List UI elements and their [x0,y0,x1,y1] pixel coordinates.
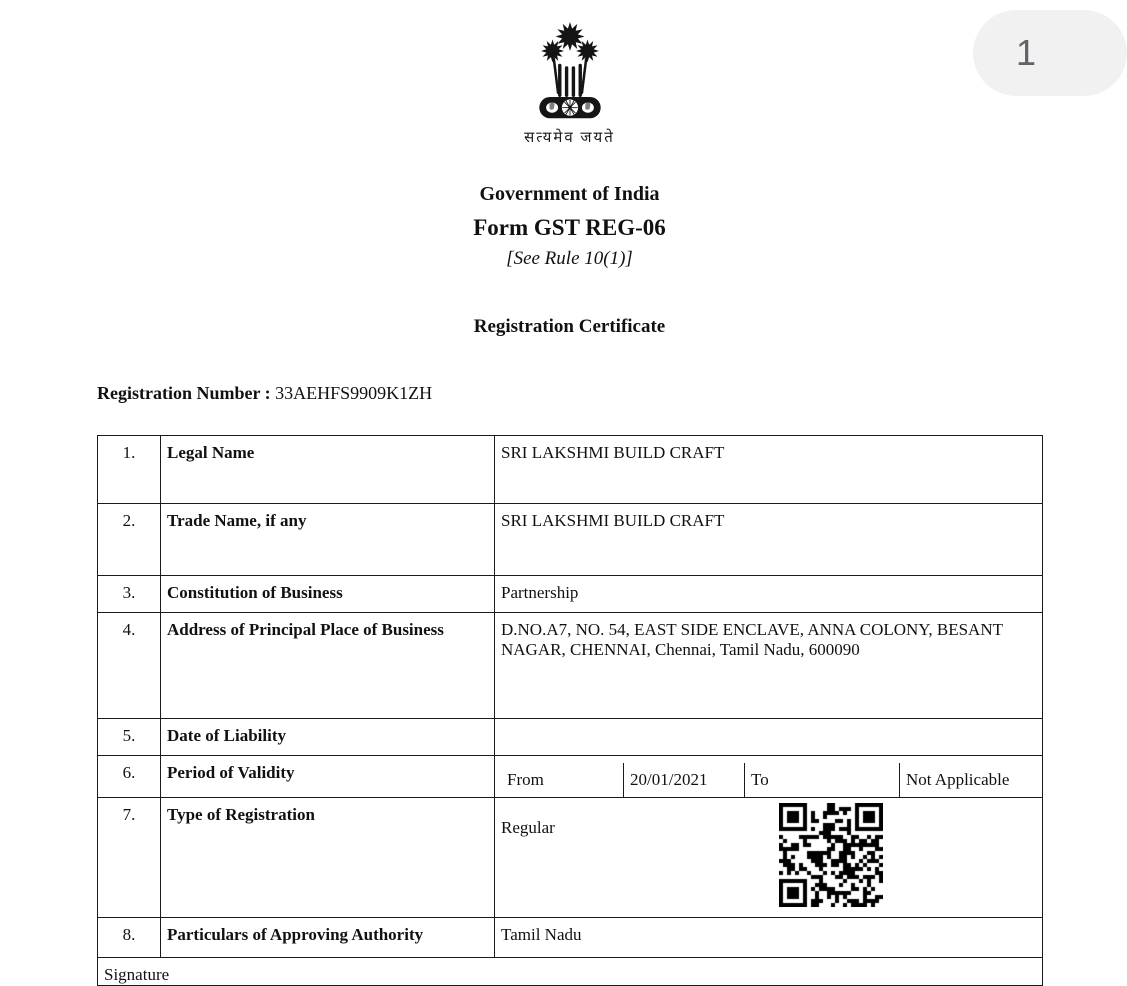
government-of-india-title: Government of India [479,183,660,205]
row-number: 1. [98,436,161,504]
row-label: Trade Name, if any [161,504,495,576]
table-row-signature [98,958,1043,986]
validity-cells [495,756,1043,798]
row-label: Particulars of Approving Authority [161,918,495,958]
row-label: Address of Principal Place of Business [161,613,495,719]
qr-code [779,803,883,907]
table-row-approving-authority [98,918,1043,958]
row-number: 3. [98,576,161,613]
row-value: D.NO.A7, NO. 54, EAST SIDE ENCLAVE, ANNA COLONY, BESANT NAGAR, CHENNAI, Chennai, Tamil Nadu, 600090 [495,613,1043,719]
row-value: SRI LAKSHMI BUILD CRAFT [495,504,1043,576]
india-emblem-icon [527,16,613,120]
row-number: 6. [98,756,161,798]
certificate-title: Registration Certificate [473,316,666,337]
registration-type-value: Regular [501,818,555,837]
row-label: Legal Name [161,436,495,504]
row-number: 8. [98,918,161,958]
certificate-table [97,435,1043,986]
validity-from-label: From [501,763,624,797]
row-label: Period of Validity [161,756,495,798]
row-label: Date of Liability [161,719,495,756]
page-number-badge: 1 [973,10,1127,96]
row-value: Tamil Nadu [495,918,1043,958]
registration-number-label: Registration Number : [97,383,271,403]
form-title: Form GST REG-06 [473,215,666,240]
validity-from-value: 20/01/2021 [624,763,745,797]
row-number: 7. [98,798,161,918]
row-value [495,719,1043,756]
row-value: SRI LAKSHMI BUILD CRAFT [495,436,1043,504]
table-row-period-of-validity [98,756,1043,798]
row-value: Partnership [495,576,1043,613]
row-label: Type of Registration [161,798,495,918]
emblem-motto: सत्यमेव जयते [524,130,615,146]
table-row-legal-name [98,436,1043,504]
row-value [495,798,1043,918]
validity-to-value: Not Applicable [906,770,1010,789]
emblem-block [97,16,1042,147]
row-number: 5. [98,719,161,756]
table-row-constitution [98,576,1043,613]
row-number: 2. [98,504,161,576]
registration-number-value: 33AEHFS9909K1ZH [275,383,433,403]
table-row-type-of-registration [98,798,1043,918]
validity-to-label: To [745,763,900,797]
table-row-date-of-liability [98,719,1043,756]
document-content [97,0,1042,986]
table-row-address [98,613,1043,719]
rule-reference: [See Rule 10(1)] [506,248,633,269]
table-row-trade-name [98,504,1043,576]
registration-number-line [97,383,1042,404]
signature-label: Signature [98,958,1043,986]
row-label: Constitution of Business [161,576,495,613]
row-number: 4. [98,613,161,719]
